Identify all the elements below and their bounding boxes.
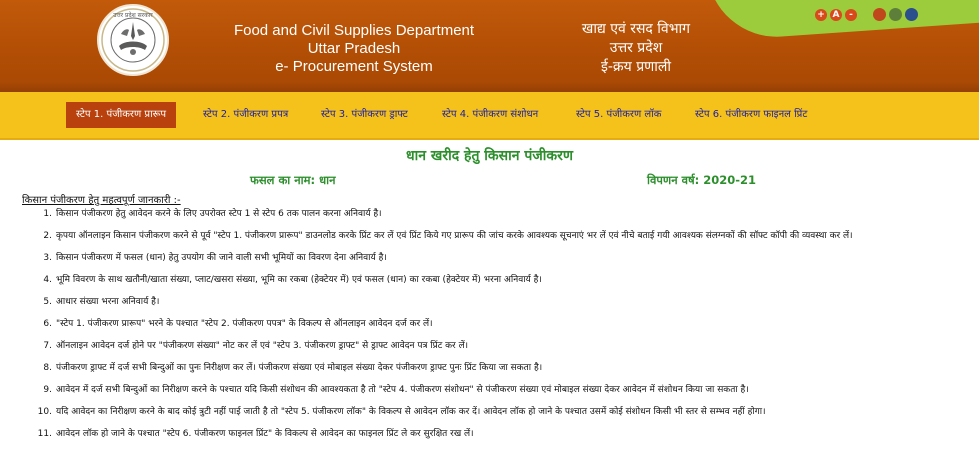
list-item <box>30 296 960 308</box>
list-item-text: "स्टेप 1. पंजीकरण प्रारूप" भरने के पश्चात "स्टेप 2. पंजीकरण पपत्र" के विकल्प से ऑनलाइन आवेदन दर्ज कर लें। <box>56 319 433 329</box>
list-item-number: 11. <box>37 429 52 439</box>
list-item-text: यदि आवेदन का निरीक्षण करने के बाद कोई त्रुटी नहीं पाई जाती है तो "स्टेप 5. पंजीकरण लॉक" के विकल्प से आवेदन लॉक कर दें। आवेदन लॉक हो जाने के पश्चात उसमें कोई संशोधन किसी भी स्तर से सम्भव नहीं होगा। <box>56 407 766 417</box>
important-info-list <box>30 208 960 450</box>
list-item <box>30 318 960 330</box>
list-item-text: किसान पंजीकरण में फसल (धान) हेतु उपयोग की जाने वाली सभी भूमियों का विवरण देना अनिवार्य है। <box>56 253 387 263</box>
list-item <box>30 428 960 440</box>
up-government-seal-logo[interactable] <box>97 4 169 76</box>
theme-red-button[interactable] <box>873 8 886 21</box>
title-hi-line-1: खाद्य एवं रसद विभाग <box>581 21 691 37</box>
nav-step-5[interactable]: स्टेप 5. पंजीकरण लॉक <box>576 109 662 120</box>
list-item <box>30 274 960 286</box>
list-item <box>30 362 960 374</box>
page-title: धान खरीद हेतु किसान पंजीकरण <box>406 148 573 164</box>
list-item-text: आवेदन लॉक हो जाने के पश्चात "स्टेप 6. पंजीकरण फाइनल प्रिंट" के विकल्प से आवेदन का फाइनल प्रिंट ले कर सुरक्षित रख लें। <box>56 429 474 439</box>
list-item-text: आवेदन में दर्ज सभी बिन्दुओं का निरीक्षण करने के पश्चात यदि किसी संशोधन की आवश्यकता है तो "स्टेप 4. पंजीकरण संशोधन" से पंजीकरण संख्या एवं मोबाइल संख्या देकर आवेदन में संशोधन किया जा सकता है। <box>56 385 749 395</box>
font-increase-button[interactable]: + <box>815 9 827 21</box>
title-hi-line-2: उत्तर प्रदेश <box>609 40 663 56</box>
list-item <box>30 384 960 396</box>
theme-blue-button[interactable] <box>905 8 918 21</box>
list-item-text: आधार संख्या भरना अनिवार्य है। <box>56 297 160 307</box>
list-item-number: 10. <box>37 407 52 417</box>
nav-step-1[interactable]: स्टेप 1. पंजीकरण प्रारूप <box>66 102 176 128</box>
seal-emblem-icon <box>99 6 167 74</box>
nav-step-6[interactable]: स्टेप 6. पंजीकरण फाइनल प्रिंट <box>695 109 808 120</box>
list-item-number: 9. <box>43 385 52 395</box>
list-item-number: 5. <box>43 297 52 307</box>
crop-name: फसल का नाम: धान <box>250 173 336 187</box>
list-item <box>30 406 960 418</box>
marketing-year: विपणन वर्ष: 2020-21 <box>647 173 757 187</box>
list-item-number: 6. <box>43 319 52 329</box>
list-item-text: भूमि विवरण के साथ खतौनी/खाता संख्या, प्लाट/खसरा संख्या, भूमि का रकबा (हेक्टेयर में) एवं फसल (धान) का रकबा (हेक्टेयर में) भरना अनिवार्य है। <box>56 275 542 285</box>
important-info-heading: किसान पंजीकरण हेतु महत्वपूर्ण जानकारी :- <box>22 195 181 206</box>
list-item-number: 8. <box>43 363 52 373</box>
list-item <box>30 208 960 220</box>
title-en-line-2: Uttar Pradesh <box>307 40 401 57</box>
list-item-text: किसान पंजीकरण हेतु आवेदन करने के लिए उपरोक्त स्टेप 1 से स्टेप 6 तक पालन करना अनिवार्य है। <box>56 209 382 219</box>
list-item-number: 7. <box>43 341 52 351</box>
list-item-text: कृपया ऑनलाइन किसान पंजीकरण करने से पूर्व "स्टेप 1. पंजीकरण प्रारूप" डाउनलोड करके प्रिंट कर लें एवं प्रिंट किये गए प्रारूप की जांच करके आवश्यक सूचनाएं भर लें एवं नीचे बताई गयी आवश्यक संलग्नकों की सॉफ्ट कॉपी की व्यवस्था कर लें। <box>56 231 853 241</box>
title-en-line-1: Food and Civil Supplies Department <box>233 22 475 39</box>
theme-green-button[interactable] <box>889 8 902 21</box>
department-title-english <box>224 22 484 76</box>
site-header <box>0 0 979 92</box>
list-item-number: 3. <box>43 253 52 263</box>
title-en-line-3: e- Procurement System <box>275 58 433 75</box>
nav-step-3[interactable]: स्टेप 3. पंजीकरण ड्राफ्ट <box>321 109 408 120</box>
seal-text: उत्तर प्रदेश सरकार <box>113 12 153 19</box>
font-decrease-button[interactable]: - <box>845 9 857 21</box>
list-item-text: ऑनलाइन आवेदन दर्ज होने पर "पंजीकरण संख्या" नोट कर लें एवं "स्टेप 3. पंजीकरण ड्राफ्ट" से ड्राफ्ट आवेदन पत्र प्रिंट कर लें। <box>56 341 469 351</box>
list-item <box>30 230 960 242</box>
font-reset-button[interactable]: A <box>830 9 842 21</box>
list-item-number: 4. <box>43 275 52 285</box>
list-item <box>30 340 960 352</box>
list-item-text: पंजीकरण ड्राफ्ट में दर्ज सभी बिन्दुओं का पुनः निरीक्षण कर लें। पंजीकरण संख्या एवं मोबाइल संख्या देकर पंजीकरण ड्राफ्ट पुनः प्रिंट किया जा सकता है। <box>56 363 543 373</box>
font-size-controls <box>815 9 857 21</box>
department-title-hindi <box>556 20 716 77</box>
list-item-number: 2. <box>43 231 52 241</box>
theme-switcher <box>873 8 918 21</box>
header-shade <box>0 82 979 92</box>
nav-step-2[interactable]: स्टेप 2. पंजीकरण प्रपत्र <box>203 109 289 120</box>
list-item <box>30 252 960 264</box>
title-hi-line-3: ई-क्रय प्रणाली <box>600 59 672 75</box>
nav-step-4[interactable]: स्टेप 4. पंजीकरण संशोधन <box>442 109 539 120</box>
step-navigation <box>0 92 979 140</box>
list-item-number: 1. <box>43 209 52 219</box>
